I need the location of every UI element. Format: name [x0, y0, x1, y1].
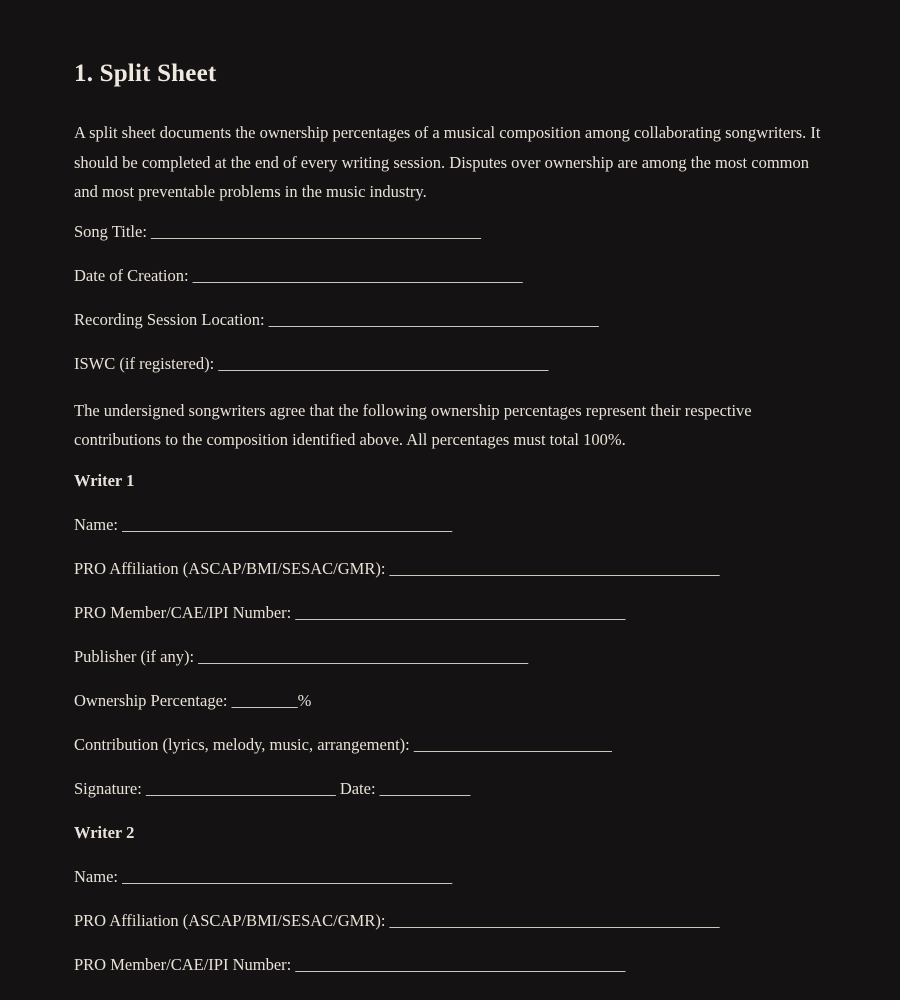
writer-2-pro-affiliation-field: PRO Affiliation (ASCAP/BMI/SESAC/GMR): ________________________________________ — [74, 910, 720, 930]
song-title-field: Song Title: ________________________________________ — [74, 221, 482, 241]
writer-1-heading: Writer 1 — [74, 470, 135, 490]
agreement-paragraph: The undersigned songwriters agree that the following ownership percentages represent their respective contributions to the composition identified above. All percentages must total 100%. — [74, 400, 752, 449]
recording-location-field: Recording Session Location: ________________________________________ — [74, 309, 599, 329]
iswc-field: ISWC (if registered): ________________________________________ — [74, 353, 549, 373]
intro-paragraph: A split sheet documents the ownership percentages of a musical composition among collaborating songwriters. It should be completed at the end of every writing session. Disputes over ownership are among the most common and most preventable problems in the music industry. — [74, 123, 821, 201]
date-of-creation-field: Date of Creation: ________________________________________ — [74, 265, 523, 285]
writer-2-pro-number-field: PRO Member/CAE/IPI Number: ________________________________________ — [74, 954, 626, 974]
writer-1-name-field: Name: ________________________________________ — [74, 514, 453, 534]
writer-1-pro-number-field: PRO Member/CAE/IPI Number: ________________________________________ — [74, 602, 626, 622]
writer-1-ownership-field: Ownership Percentage: ________% — [74, 690, 312, 710]
writer-2-name-field: Name: ________________________________________ — [74, 866, 453, 886]
writer-1-contribution-field: Contribution (lyrics, melody, music, arrangement): ________________________ — [74, 734, 612, 754]
writer-2-heading: Writer 2 — [74, 822, 135, 842]
writer-1-pro-affiliation-field: PRO Affiliation (ASCAP/BMI/SESAC/GMR): ________________________________________ — [74, 558, 720, 578]
writer-1-signature-field: Signature: _______________________ Date: ___________ — [74, 778, 471, 798]
writer-1-publisher-field: Publisher (if any): ________________________________________ — [74, 646, 529, 666]
section-title: 1. Split Sheet — [74, 60, 217, 87]
